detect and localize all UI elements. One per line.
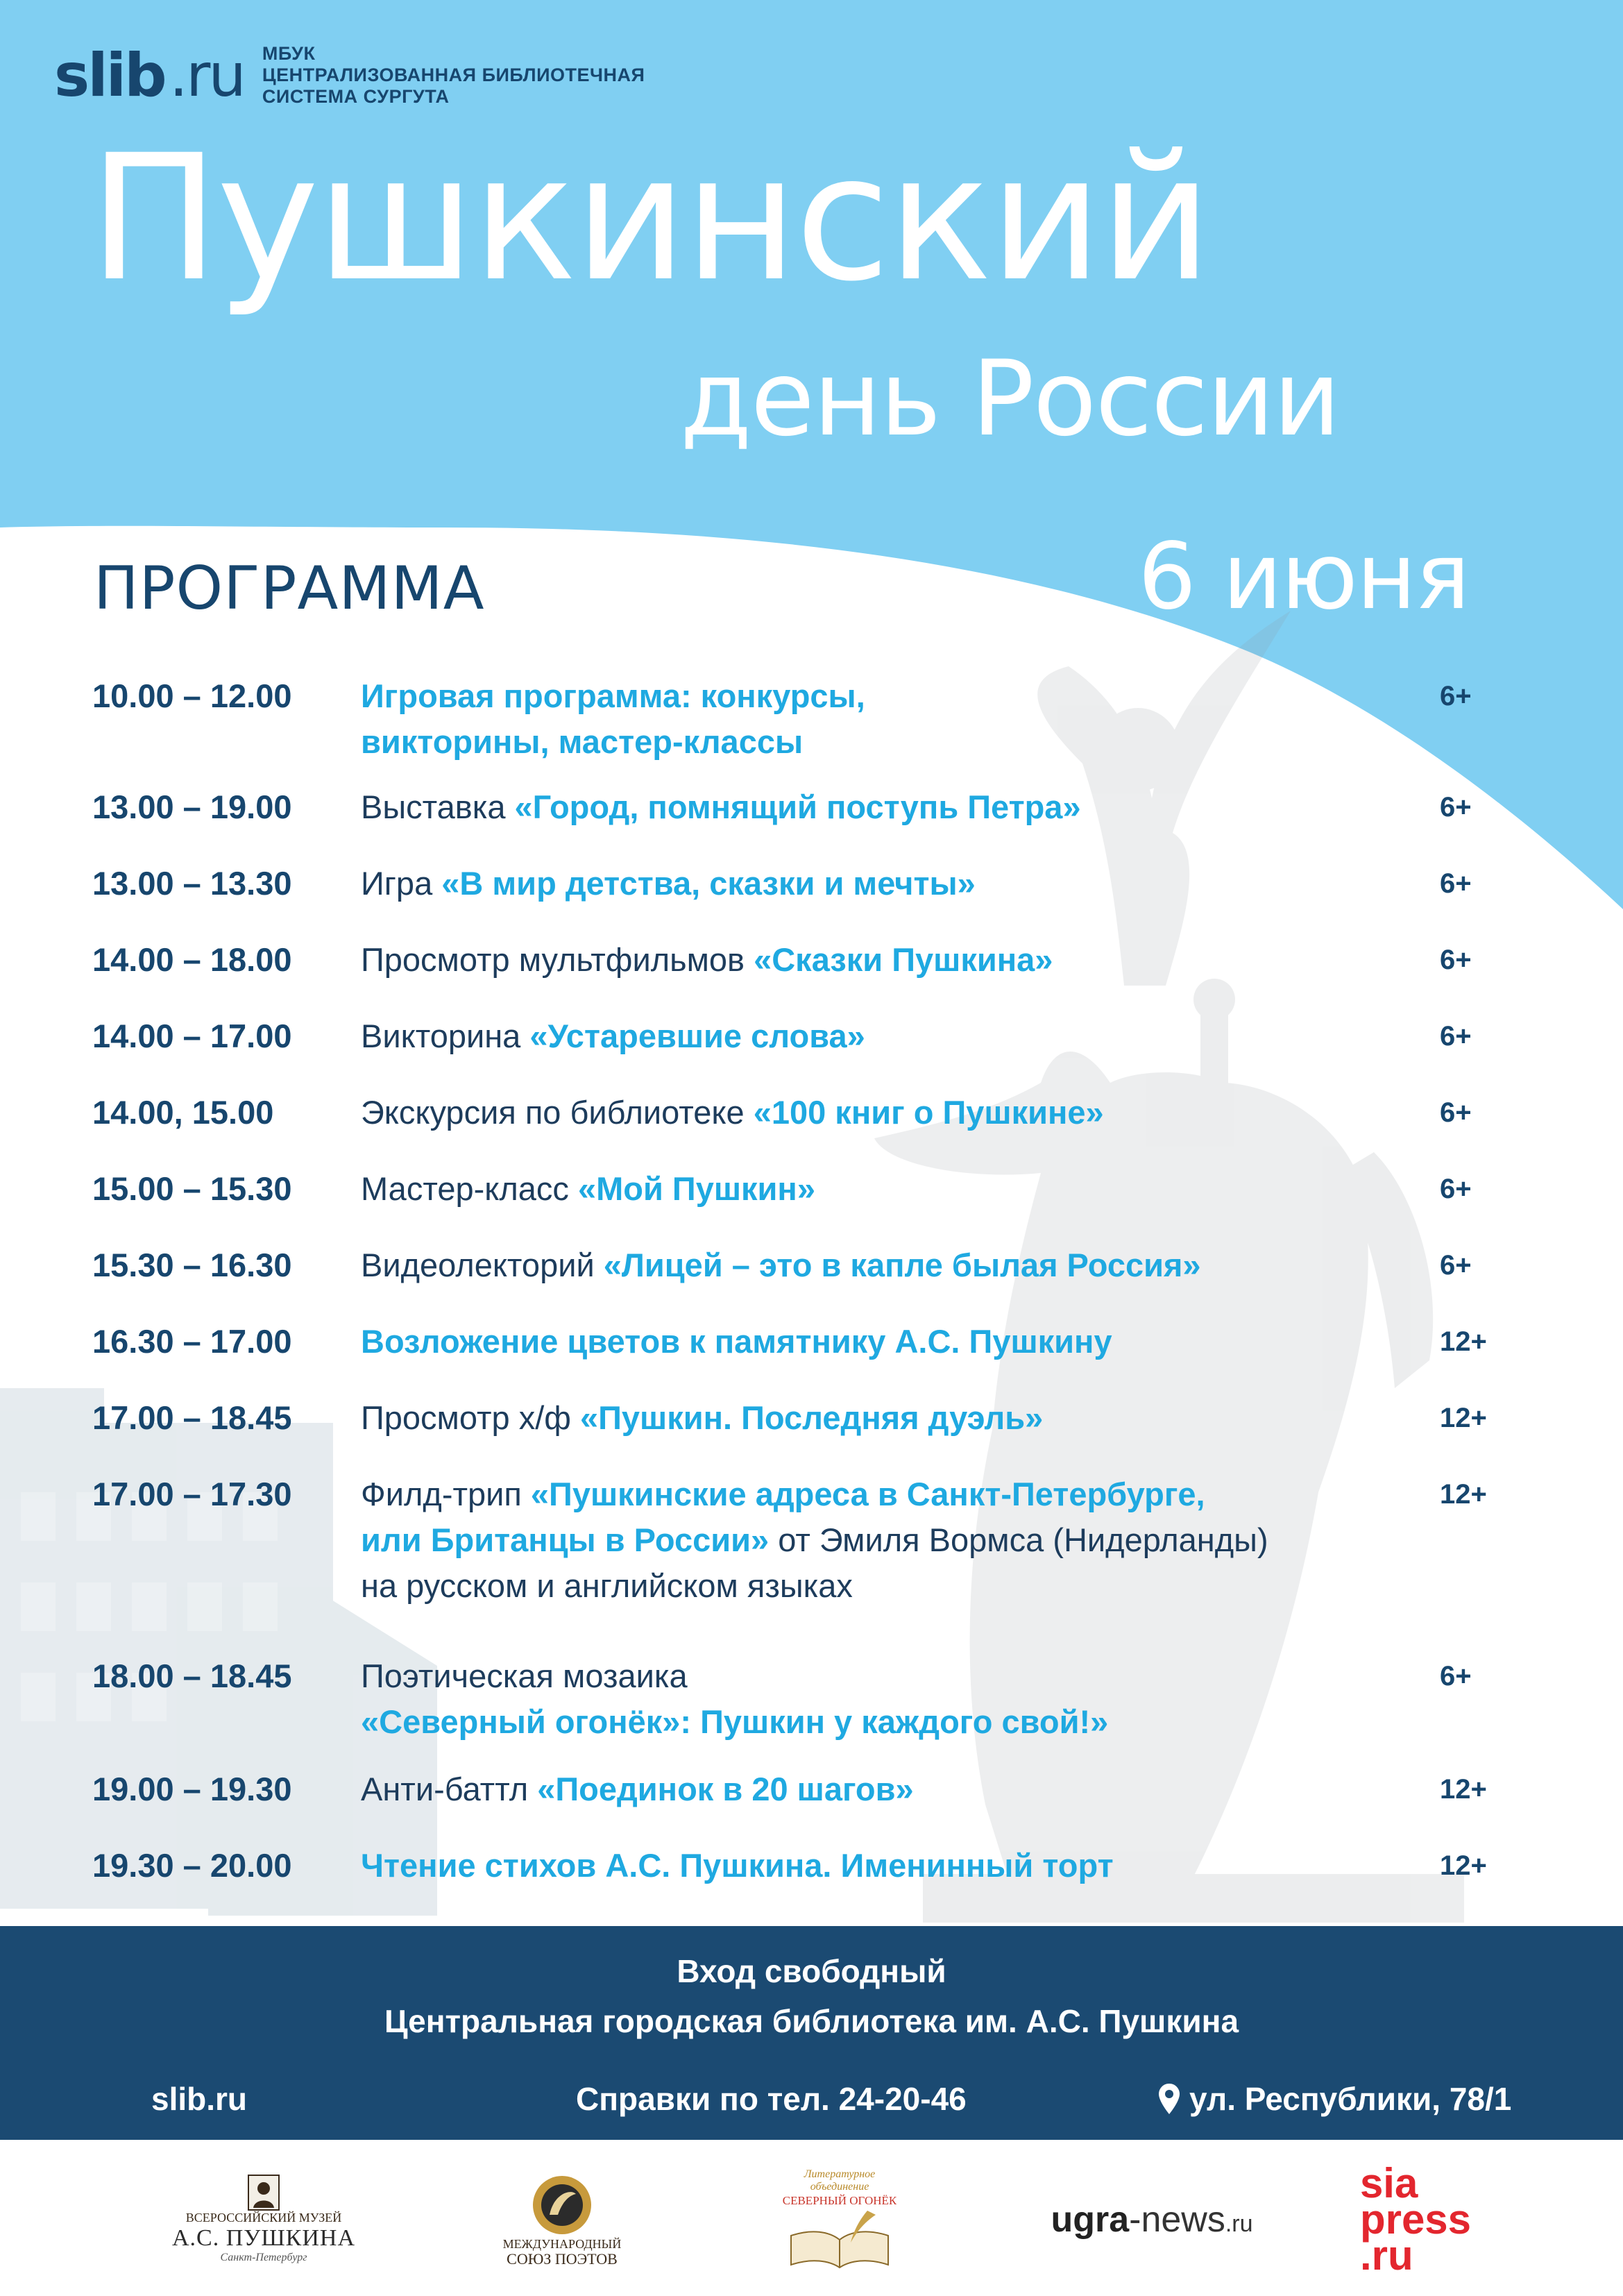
description-line [361,1766,1416,1812]
title-line-2: день России [680,339,1340,459]
event-type: Филд-трип [361,1476,531,1512]
partner-ugra-news[interactable] [1027,2155,1277,2284]
event-title: или Британцы в России» [361,1521,770,1558]
event-date: 6 июня [1138,523,1469,630]
event-title: «В мир детства, сказки и мечты» [441,865,976,902]
museum-name: А.С. ПУШКИНА [172,2225,355,2251]
schedule-description [361,673,1416,765]
schedule-description [361,1653,1416,1745]
event-title: «Устаревшие слова» [529,1018,865,1054]
event-type: Мастер-класс [361,1170,578,1207]
partner-severny-ogonek[interactable] [749,2155,930,2284]
org-line-2: ЦЕНТРАЛИЗОВАННАЯ БИБЛИОТЕЧНАЯ [262,65,645,85]
address-info [1159,2080,1511,2118]
schedule-time: 16.30 – 17.00 [92,1323,292,1360]
schedule-description [361,1319,1416,1365]
museum-caption: ВСЕРОССИЙСКИЙ МУЗЕЙ [185,2211,342,2225]
schedule-description [361,861,1416,906]
ugra-news-logo [1051,2199,1252,2240]
schedule-time: 18.00 – 18.45 [92,1657,292,1694]
schedule-time: 19.00 – 19.30 [92,1771,292,1807]
event-title: «Пушкин. Последняя дуэль» [580,1399,1044,1436]
ugra-logo-part-1: ugra [1051,2199,1130,2240]
age-rating-badge: 12+ [1440,1774,1487,1805]
poets-caption-2: СОЮЗ ПОЭТОВ [507,2249,618,2268]
logo-suffix: .ru [169,40,244,110]
event-type: Анти-баттл [361,1771,538,1807]
poets-caption-1: МЕЖДУНАРОДНЫЙ [502,2236,622,2251]
ogonek-caption-2: объединение [810,2181,869,2193]
description-line [361,1843,1416,1889]
schedule-time: 17.00 – 17.30 [92,1476,292,1512]
age-rating-badge: 6+ [1440,868,1472,899]
title-line-1: Пушкинский [89,117,1210,319]
logo-text: slib [54,40,165,110]
age-rating-badge: 6+ [1440,792,1472,822]
description-line [361,1471,1416,1517]
schedule-description [361,1242,1416,1288]
event-title: «Поединок в 20 шагов» [537,1771,914,1807]
schedule-description [361,1766,1416,1812]
event-title: «Пушкинские адреса в Санкт-Петербурге, [530,1476,1205,1512]
schedule-description [361,1090,1416,1136]
event-title: «Мой Пушкин» [577,1170,815,1207]
schedule-time: 19.30 – 20.00 [92,1847,292,1884]
age-rating-badge: 6+ [1440,1097,1472,1128]
schedule-time: 15.00 – 15.30 [92,1170,292,1207]
partner-siapress[interactable] [1346,2155,1485,2284]
event-title: Возложение цветов к памятнику А.С. Пушкину [361,1323,1112,1360]
event-title: Игровая программа: конкурсы, [361,677,865,714]
address-text: ул. Республики, 78/1 [1189,2081,1512,2117]
schedule-time: 15.30 – 16.30 [92,1247,292,1283]
age-rating-badge: 12+ [1440,1403,1487,1433]
description-line [361,1319,1416,1365]
org-line-1: МБУК [262,43,316,64]
museum-city: Санкт-Петербург [220,2252,307,2263]
description-line [361,937,1416,983]
schedule-time: 17.00 – 18.45 [92,1399,292,1436]
age-rating-badge: 6+ [1440,1021,1472,1052]
description-line [361,1395,1416,1441]
description-line [361,1242,1416,1288]
age-rating-badge: 12+ [1440,1326,1487,1357]
sia-logo-line-1: sia [1359,2159,1418,2206]
event-type: на русском и английском языках [361,1567,853,1604]
description-line [361,861,1416,906]
schedule-time: 13.00 – 19.00 [92,788,292,825]
open-book-quill-icon [784,2208,895,2270]
brand-header [54,40,645,110]
description-line [361,673,1416,719]
event-type: Видеолекторий [361,1247,604,1283]
schedule-description [361,937,1416,983]
free-entry-text: Вход свободный [677,1953,946,1989]
partner-pushkin-museum[interactable] [160,2155,368,2284]
ugra-logo-part-3: .ru [1225,2210,1253,2237]
schedule-description [361,1013,1416,1059]
age-rating-badge: 6+ [1440,945,1472,975]
event-type: Поэтическая мозаика [361,1657,688,1694]
description-line [361,1090,1416,1136]
event-title: «Сказки Пушкина» [754,941,1053,978]
organization-name [262,43,645,108]
partner-poets-union[interactable] [472,2155,652,2284]
schedule-time: 14.00, 15.00 [92,1094,274,1131]
schedule-description [361,784,1416,830]
siapress-logo [1359,2159,1472,2279]
age-rating-badge: 12+ [1440,1479,1487,1510]
description-line [361,1653,1416,1699]
description-line [361,719,1416,765]
description-line [361,1166,1416,1212]
event-type: Викторина [361,1018,530,1054]
sia-logo-line-2: press [1359,2195,1472,2243]
schedule-time: 13.00 – 13.30 [92,865,292,902]
org-line-3: СИСТЕМА СУРГУТА [262,86,450,107]
age-rating-badge: 6+ [1440,1250,1472,1281]
library-name: Центральная городская библиотека им. А.С. Пушкина [384,2003,1239,2039]
event-type: Игра [361,865,442,902]
footer-info-band [0,1926,1623,2140]
ogonek-caption-1: Литературное [804,2168,876,2180]
event-title: «Город, помнящий поступь Петра» [514,788,1081,825]
phone-info: Справки по тел. 24-20-46 [576,2081,967,2117]
library-building-image [0,1388,437,1916]
schedule-time: 14.00 – 17.00 [92,1018,292,1054]
description-line [361,1563,1416,1609]
event-type: от Эмиля Вормса (Нидерланды) [769,1521,1268,1558]
location-pin-icon [1159,2084,1180,2114]
description-line [361,1013,1416,1059]
event-type: Экскурсия по библиотеке [361,1094,754,1131]
event-type: Выставка [361,788,515,825]
ugra-logo-part-2: -news [1129,2199,1225,2240]
age-rating-badge: 6+ [1440,1661,1472,1691]
site-link[interactable]: slib.ru [151,2081,248,2117]
event-type: Просмотр мультфильмов [361,941,754,978]
age-rating-badge: 6+ [1440,1174,1472,1204]
event-title: «100 книг о Пушкине» [753,1094,1104,1131]
schedule-description [361,1843,1416,1889]
schedule-time: 10.00 – 12.00 [92,677,292,714]
description-line [361,1517,1416,1563]
slib-logo[interactable] [54,40,244,110]
sia-logo-line-3: .ru [1359,2231,1413,2279]
description-line [361,784,1416,830]
program-heading: ПРОГРАММА [94,554,485,623]
schedule-description [361,1471,1416,1609]
event-title: Чтение стихов А.С. Пушкина. Именинный торт [361,1847,1114,1884]
schedule-time: 14.00 – 18.00 [92,941,292,978]
description-line [361,1699,1416,1745]
museum-portrait-icon [248,2175,280,2211]
ogonek-name: СЕВЕРНЫЙ ОГОНЁК [782,2194,897,2207]
event-title: «Лицей – это в капле былая Россия» [603,1247,1201,1283]
event-title: викторины, мастер-классы [361,723,804,760]
schedule-description [361,1395,1416,1441]
age-rating-badge: 6+ [1440,681,1472,711]
event-type: Просмотр х/ф [361,1399,580,1436]
event-title: «Северный огонёк»: Пушкин у каждого свой!» [361,1703,1109,1740]
schedule-description [361,1166,1416,1212]
age-rating-badge: 12+ [1440,1850,1487,1881]
poets-union-emblem-icon [530,2173,594,2237]
